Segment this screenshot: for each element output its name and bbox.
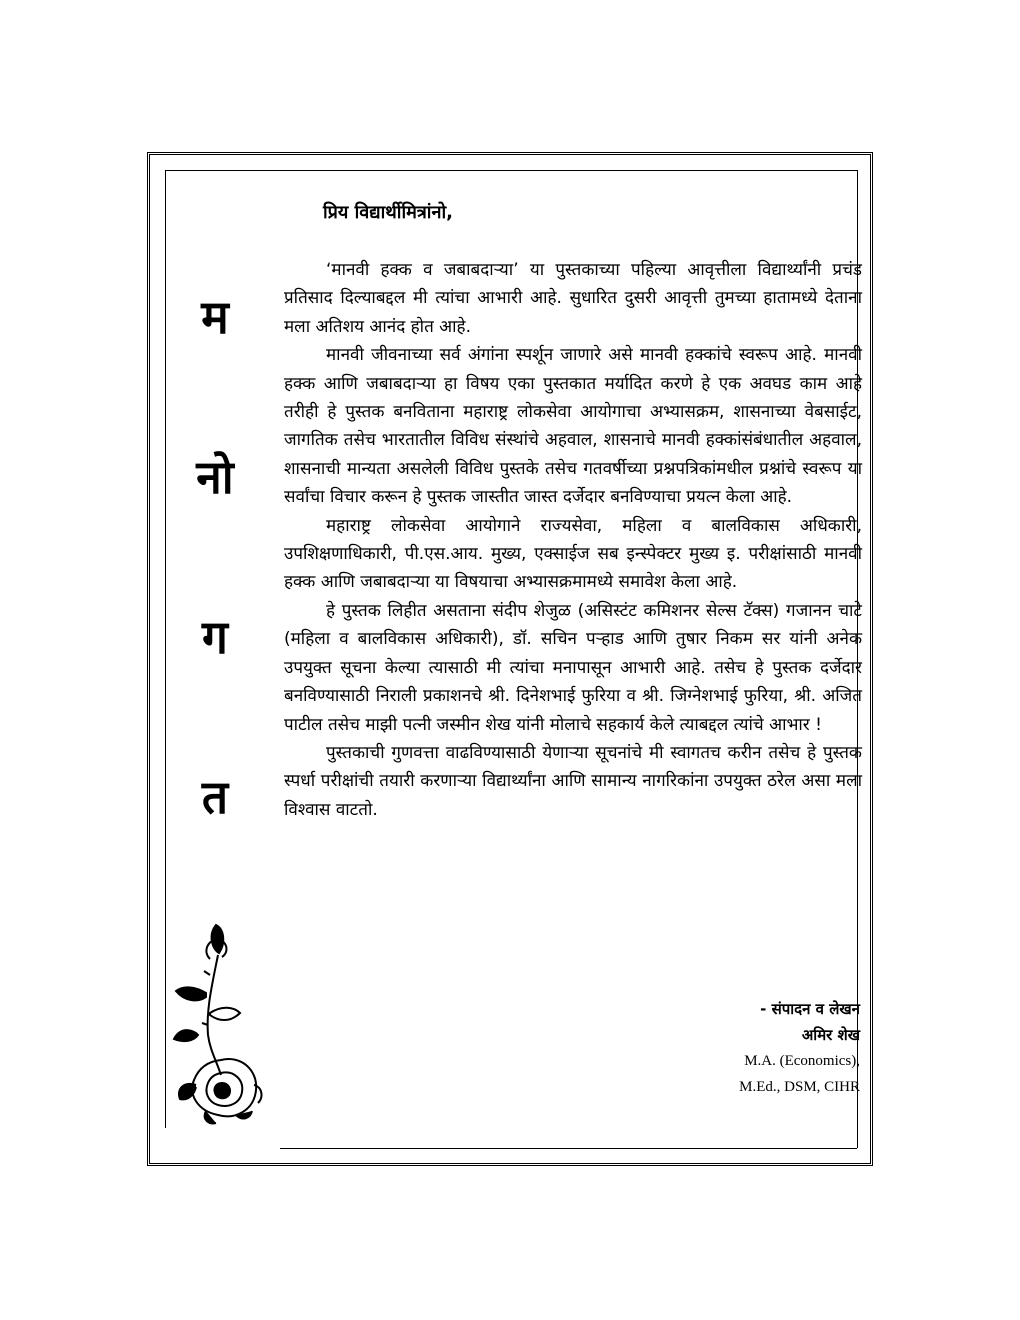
signature-degree-1: M.A. (Economics), (744, 1053, 860, 1069)
paragraph-4: हे पुस्तक लिहीत असताना संदीप शेजुळ (असिस्टंट कमिशनर सेल्स टॅक्स) गजानन चाटे (महिला व बालविकास अधिकारी), डॉ. सचिन पऱ्हाड आणि तुषार निकम सर यांनी अनेक उपयुक्त सूचना केल्या त्यासाठी मी त्यांचा मनापासून आभारी आहे. तसेच हे पुस्तक दर्जेदार बनविण्यासाठी निराली प्रकाशनचे श्री. दिनेशभाई फुरिया व श्री. जिग्नेशभाई फुरिया, श्री. अजित पाटील तसेच माझी पत्नी जस्मीन शेख यांनी मोलाचे सहकार्य केले त्याबद्दल त्यांचे आभार ! (284, 600, 862, 735)
inner-border-bottom (280, 1148, 857, 1149)
side-letter-2: नो (196, 450, 234, 504)
side-letter-1: म (201, 290, 229, 344)
paragraph-1: ‘मानवी हक्क व जबाबदाऱ्या’ या पुस्तकाच्या पहिल्या आवृत्तीला विद्यार्थ्यांनी प्रचंड प्रतिसाद दिल्याबद्दल मी त्यांचा आभारी आहे. सुधारित दुसरी आवृत्ती तुमच्या हातामध्ये देताना मला अतिशय आनंद होत आहे. (284, 260, 862, 337)
greeting: प्रिय विद्यार्थीमित्रांनो, (323, 202, 453, 223)
signature-name: अमिर शेख (801, 1026, 860, 1044)
signature-role: - संपादन व लेखन (760, 1000, 860, 1018)
paragraph-2: मानवी जीवनाच्या सर्व अंगांना स्पर्शून जाणारे असे मानवी हक्कांचे स्वरूप आहे. मानवी हक्क आणि जबाबदाऱ्या हा विषय एका पुस्तकात मर्यादित करणे हे एक अवघड काम आहे तरीही हे पुस्तक बनविताना महाराष्ट्र लोकसेवा आयोगाचा अभ्यासक्रम, शासनाच्या वेबसाईट, जागतिक तसेच भारतातील विविध संस्थांचे अहवाल, शासनाचे मानवी हक्कांसंबंधातील अहवाल, शासनाची मान्यता असलेली विविध पुस्तके तसेच गतवर्षीच्या प्रश्नपत्रिकांमधील प्रश्नांचे स्वरूप या सर्वांचा विचार करून हे पुस्तक जास्तीत जास्त दर्जेदार बनविण्याचा प्रयत्न केला आहे. (284, 345, 862, 508)
signature-block (640, 996, 860, 1100)
side-letter-3: ग (202, 610, 228, 664)
paragraph-3: महाराष्ट्र लोकसेवा आयोगाने राज्यसेवा, महिला व बालविकास अधिकारी, उपशिक्षणाधिकारी, पी.एस.आय. मुख्य, एक्साईज सब इन्स्पेक्टर मुख्य इ. परीक्षांसाठी मानवी हक्क आणि जबाबदाऱ्या या विषयाचा अभ्यासक्रमामध्ये समावेश केला आहे. (284, 515, 862, 593)
preface-body (284, 256, 862, 824)
signature-degree-2: M.Ed., DSM, CIHR (739, 1079, 860, 1095)
rose-icon (166, 915, 266, 1127)
side-letter-4: त (201, 770, 229, 824)
inner-border-top (165, 170, 857, 171)
paragraph-5: पुस्तकाची गुणवत्ता वाढविण्यासाठी येणाऱ्या सूचनांचे मी स्वागतच करीन तसेच हे पुस्तक स्पर्धा परीक्षांची तयारी करणाऱ्या विद्यार्थ्यांना आणि सामान्य नागरिकांना उपयुक्त ठरेल असा मला विश्वास वाटतो. (284, 742, 862, 820)
